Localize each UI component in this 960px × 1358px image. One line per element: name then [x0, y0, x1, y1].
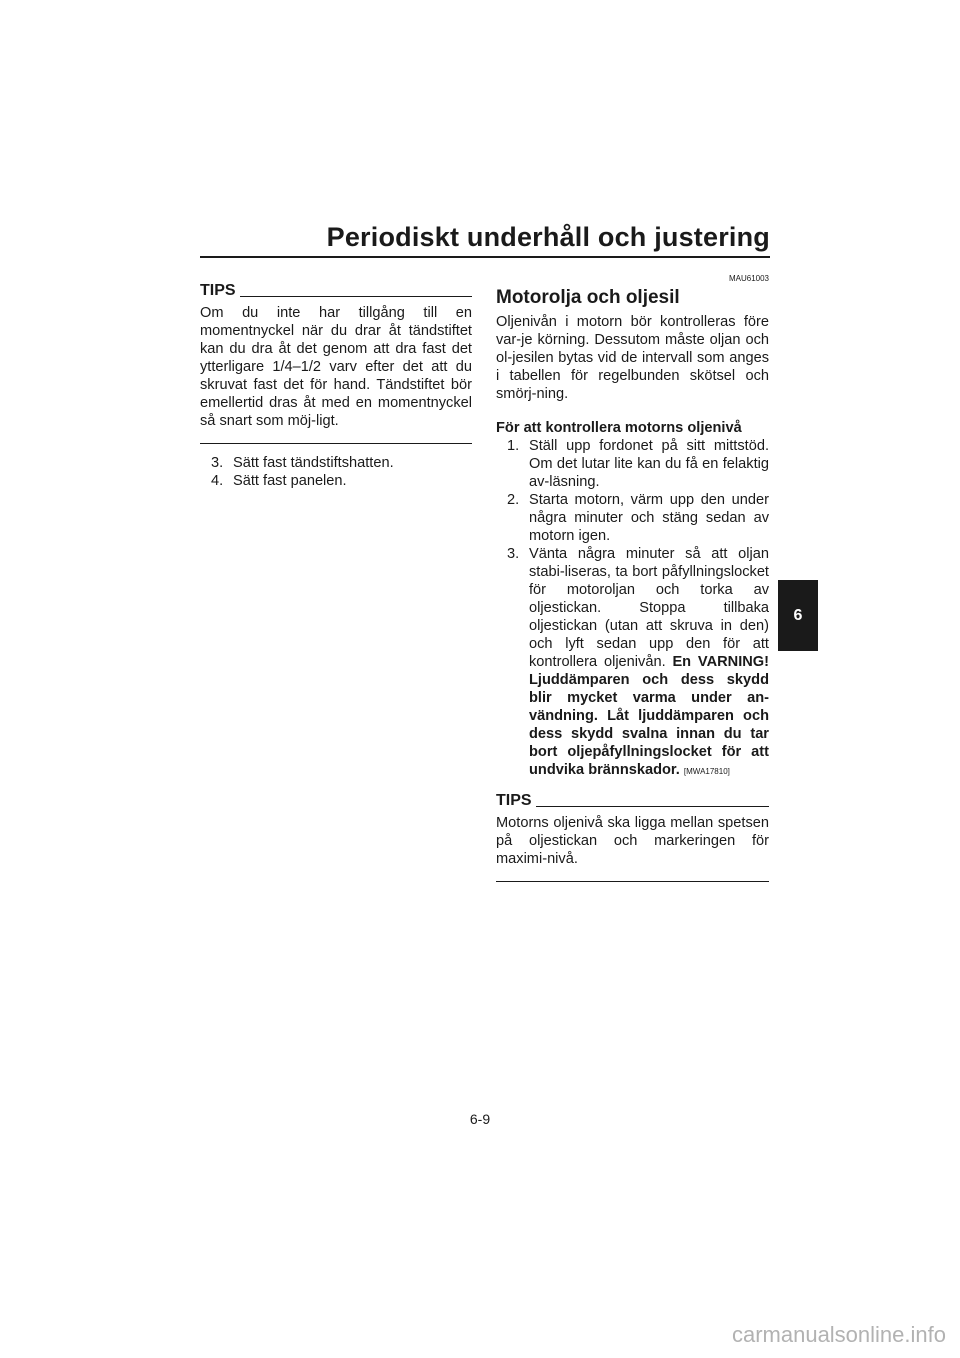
step-text: Ställ upp fordonet på sitt mittstöd. Om det lutar lite kan du få en felaktig av-läsning.	[529, 438, 769, 490]
step-text: Starta motorn, värm upp den under några minuter och stäng sedan av motorn igen.	[529, 492, 769, 544]
tips-label: TIPS	[200, 282, 236, 299]
tips-end-rule	[496, 881, 769, 882]
step-text: Sätt fast panelen.	[233, 473, 347, 489]
step-number: 3.	[211, 455, 224, 471]
warning-text: En VARNING! Ljuddämparen och dess skydd blir mycket varma under an-vändning. Låt ljuddämparen och dess skydd svalna innan du tar bort oljepåfyllningslocket för att undvika brännskador.	[529, 654, 769, 778]
step-number: 4.	[211, 473, 224, 489]
left-column	[200, 282, 472, 490]
right-column	[496, 274, 769, 882]
tips-header-line	[240, 296, 472, 297]
step-list	[200, 454, 472, 490]
tips-header-line	[536, 806, 769, 807]
tips-text: Motorns oljenivå ska ligga mellan spetsen på oljestickan och markeringen för maximi-nivå.	[496, 815, 769, 867]
list-item	[200, 454, 472, 472]
list-item	[200, 472, 472, 490]
tips-header	[496, 792, 769, 810]
title-rule	[200, 256, 770, 258]
intro-paragraph: Oljenivån i motorn bör kontrolleras före var-je körning. Dessutom måste oljan och ol-jesilen bytas vid de intervall som anges i tabellen för regelbunden skötsel och smörj-ning.	[496, 314, 769, 402]
reference-code: MAU61003	[728, 274, 769, 283]
tips-label: TIPS	[496, 792, 532, 809]
step-list	[496, 437, 769, 781]
page-title: Periodiskt underhåll och justering	[326, 222, 770, 252]
tips-text: Om du inte har tillgång till en momentnyckel när du drar åt tändstiftet kan du dra åt det genom att dra fast det ytterligare 1/4–1/2 varv efter det att du skruvat fast det för hand. Tändstiftet bör emellertid dras åt med en momentnyckel så snart som möj-ligt.	[200, 305, 472, 429]
page-number: 6-9	[469, 1111, 491, 1127]
sub-heading: För att kontrollera motorns oljenivå	[496, 420, 742, 436]
warning-code: [MWA17810]	[683, 767, 730, 776]
step-number: 2.	[507, 492, 520, 508]
tips-header	[200, 282, 472, 300]
step-number: 3.	[507, 546, 520, 562]
list-item	[496, 437, 769, 491]
chapter-tab: 6	[778, 580, 818, 651]
watermark: carmanualsonline.info	[731, 1322, 946, 1347]
step-text: Sätt fast tändstiftshatten.	[233, 455, 394, 471]
list-item	[496, 545, 769, 781]
section-heading: Motorolja och oljesil	[496, 287, 680, 308]
tips-end-rule	[200, 443, 472, 444]
list-item	[496, 491, 769, 545]
step-text: Vänta några minuter så att oljan stabi-liseras, ta bort påfyllningslocket för motoroljan och torka av oljestickan. Stoppa tillbaka oljestickan (utan att skruva in den) och lyft sedan upp den för att kontrollera oljenivån.	[529, 546, 769, 670]
step-number: 1.	[507, 438, 520, 454]
